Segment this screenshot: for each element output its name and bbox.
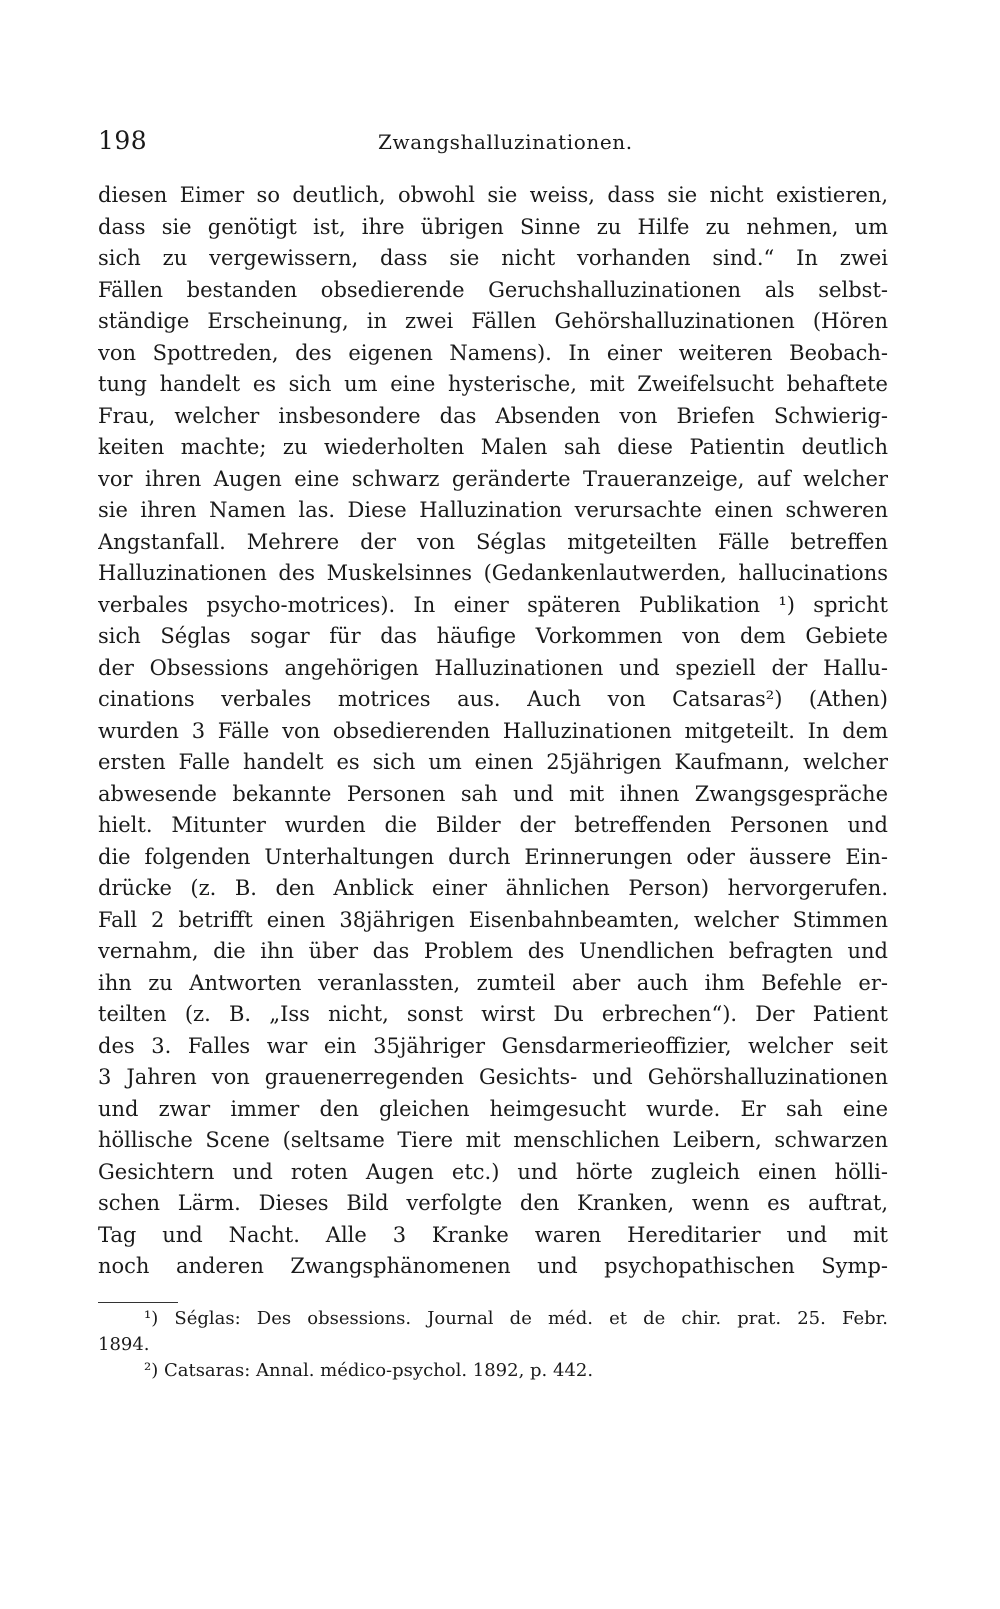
footnote-1: ¹) Séglas: Des obsessions. Journal de méd. et de chir. prat. 25. Febr. (144, 1308, 888, 1329)
text-line: vernahm, die ihn über das Problem des Unendlichen befragten und (98, 939, 888, 963)
text-line: hielt. Mitunter wurden die Bilder der betreffenden Personen und (98, 813, 888, 837)
text-line: Gesichtern und roten Augen etc.) und hörte zugleich einen hölli- (98, 1159, 888, 1184)
text-line: sie ihren Namen las. Diese Halluzination verursachte einen schweren (98, 498, 888, 522)
text-line: dass sie genötigt ist, ihre übrigen Sinne zu Hilfe zu nehmen, um (98, 214, 888, 239)
text-line: höllische Scene (seltsame Tiere mit menschlichen Leibern, schwarzen (98, 1128, 888, 1152)
text-line: sich zu vergewissern, dass sie nicht vorhanden sind.“ In zwei (98, 246, 888, 270)
running-head: Zwangshalluzinationen. (378, 130, 633, 154)
text-line: teilten (z. B. „Iss nicht, sonst wirst Du erbrechen“). Der Patient (98, 1002, 888, 1026)
text-line: der Obsessions angehörigen Halluzinationen und speziell der Hallu- (98, 655, 888, 680)
text-line: sich Séglas sogar für das häufige Vorkommen von dem Gebiete (98, 624, 888, 648)
text-line: tung handelt es sich um eine hysterische, mit Zweifelsucht behaftete (98, 372, 888, 396)
text-line: cinations verbales motrices aus. Auch von Catsaras²) (Athen) (98, 687, 888, 711)
page-header (98, 126, 898, 160)
text-line: und zwar immer den gleichen heimgesucht wurde. Er sah eine (98, 1096, 888, 1121)
footnote-divider (98, 1302, 178, 1303)
text-line: Frau, welcher insbesondere das Absenden von Briefen Schwierig- (98, 403, 888, 428)
text-line: drücke (z. B. den Anblick einer ähnlichen Person) hervorgerufen. (98, 876, 888, 900)
text-line: Angstanfall. Mehrere der von Séglas mitgeteilten Fälle betreffen (98, 529, 888, 554)
text-line: von Spottreden, des eigenen Namens). In einer weiteren Beobach- (98, 340, 888, 365)
text-line: abwesende bekannte Personen sah und mit ihnen Zwangsgespräche (98, 781, 888, 806)
text-line: vor ihren Augen eine schwarz geränderte Traueranzeige, auf welcher (98, 466, 888, 491)
text-line: 3 Jahren von grauenerregenden Gesichts- und Gehörshalluzinationen (98, 1065, 888, 1089)
text-line: noch anderen Zwangsphänomenen und psychopathischen Symp- (98, 1254, 888, 1278)
text-line: schen Lärm. Dieses Bild verfolgte den Kranken, wenn es auftrat, (98, 1191, 888, 1215)
text-line: die folgenden Unterhaltungen durch Erinnerungen oder äussere Ein- (98, 844, 888, 869)
text-line: wurden 3 Fälle von obsedierenden Halluzinationen mitgeteilt. In dem (98, 718, 888, 743)
text-line: verbales psycho-motrices). In einer späteren Publikation ¹) spricht (98, 592, 888, 617)
text-line: ständige Erscheinung, in zwei Fällen Gehörshalluzinationen (Hören (98, 309, 888, 333)
text-line: ersten Falle handelt es sich um einen 25jährigen Kaufmann, welcher (98, 750, 888, 774)
text-line: keiten machte; zu wiederholten Malen sah diese Patientin deutlich (98, 435, 888, 459)
main-text (98, 180, 888, 1283)
text-line: des 3. Falles war ein 35jähriger Gensdarmerieoffizier, welcher seit (98, 1033, 888, 1058)
page-number: 198 (98, 126, 148, 155)
text-line: Tag und Nacht. Alle 3 Kranke waren Hereditarier und mit (98, 1222, 888, 1247)
text-line: ihn zu Antworten veranlassten, zumteil aber auch ihm Befehle er- (98, 970, 888, 995)
text-line: Fall 2 betrifft einen 38jährigen Eisenbahnbeamten, welcher Stimmen (98, 907, 888, 932)
text-line: diesen Eimer so deutlich, obwohl sie weiss, dass sie nicht existieren, (98, 183, 888, 207)
text-line: Fällen bestanden obsedierende Geruchshalluzinationen als selbst- (98, 277, 888, 302)
footnotes (98, 1306, 888, 1384)
footnote-2: ²) Catsaras: Annal. médico-psychol. 1892, p. 442. (144, 1360, 594, 1381)
footnote-1-continuation: 1894. (98, 1334, 150, 1355)
text-line: Halluzinationen des Muskelsinnes (Gedankenlautwerden, hallucinations (98, 561, 888, 585)
